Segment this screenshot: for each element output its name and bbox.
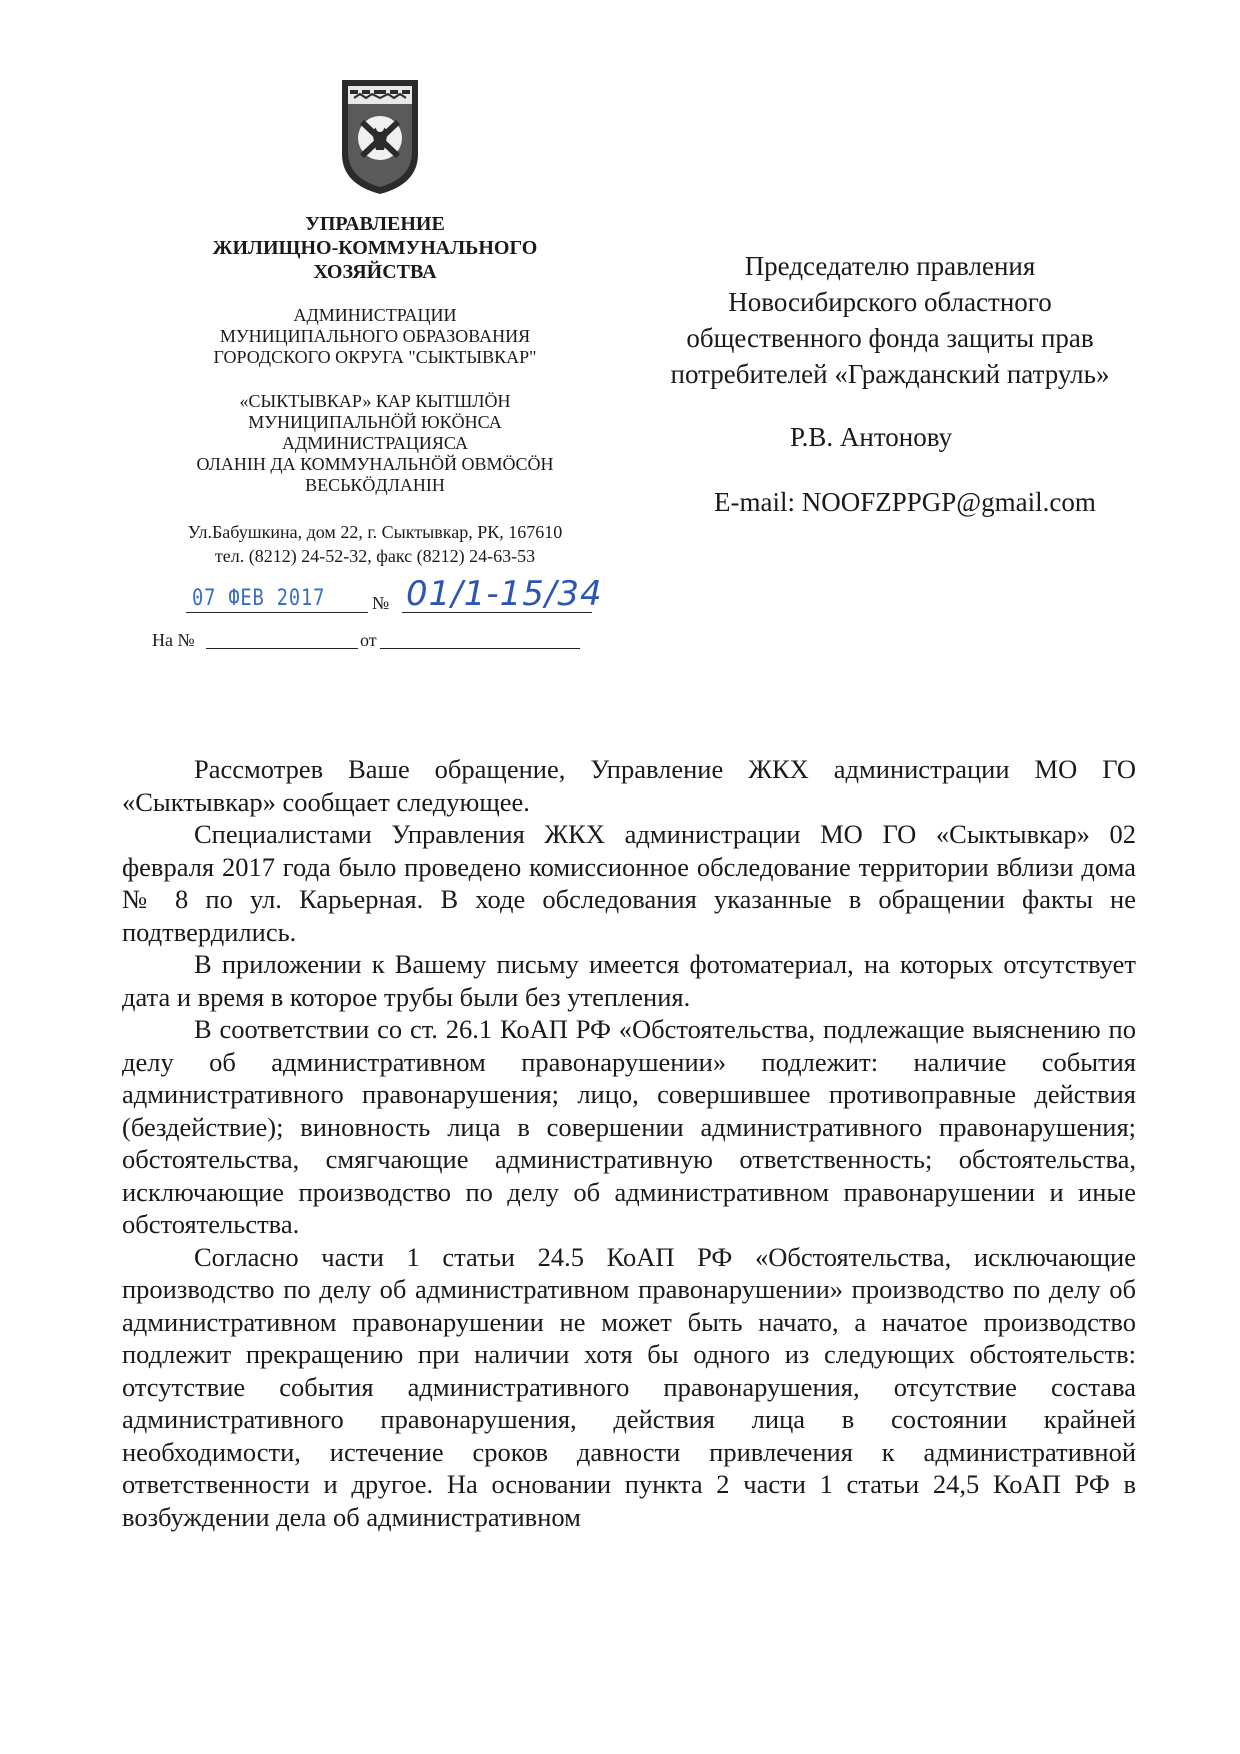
issuer-subtitle-russian	[140, 305, 610, 368]
reference-line	[152, 628, 592, 658]
date-underline	[186, 612, 368, 613]
issuer-subtitle-line: «СЫКТЫВКАР» КАР КЫТШЛӦН	[239, 391, 511, 411]
addressee-line: общественного фонда защиты прав	[686, 323, 1094, 353]
addressee-line: Новосибирского областного	[728, 287, 1052, 317]
addressee-block	[630, 248, 1150, 392]
issuer-subtitle-line: АДМИНИСТРАЦИИ	[293, 305, 457, 325]
body-paragraph: Рассмотрев Ваше обращение, Управление ЖКХ администрации МО ГО «Сыктывкар» сообщает следующее.	[122, 754, 1136, 817]
letter-body	[122, 753, 1136, 1533]
issuer-contacts	[140, 520, 610, 568]
number-label: №	[372, 593, 390, 613]
issuer-address: Ул.Бабушкина, дом 22, г. Сыктывкар, РК, 167610	[187, 522, 563, 542]
issuer-subtitle-line: МУНИЦИПАЛЬНӦЙ ЮКӦНСА	[248, 412, 502, 432]
addressee-line: потребителей «Гражданский патруль»	[670, 359, 1110, 389]
issuer-subtitle-line: ОЛАНIН ДА КОММУНАЛЬНӦЙ ОВМӦСӦН	[196, 454, 554, 474]
issuer-subtitle-komi	[140, 391, 610, 496]
issuer-title	[140, 212, 610, 284]
addressee-email[interactable]: E-mail: NOOFZPPGP@gmail.com	[714, 487, 1096, 517]
issuer-subtitle-line: МУНИЦИПАЛЬНОГО ОБРАЗОВАНИЯ	[219, 326, 531, 346]
issuer-subtitle-line: АДМИНИСТРАЦИЯСА	[281, 433, 469, 453]
issuer-title-line: ХОЗЯЙСТВА	[313, 261, 437, 283]
addressee-name: Р.В. Антонову	[790, 422, 953, 452]
reference-number-blank	[206, 648, 358, 649]
reference-date-blank	[380, 648, 580, 649]
issuer-subtitle-line: ГОРОДСКОГО ОКРУГА "СЫКТЫВКАР"	[213, 347, 537, 367]
date-stamp: 07 ФЕВ 2017	[192, 586, 326, 611]
registration-number: 01/1-15/34	[406, 574, 603, 614]
issuer-subtitle-line: ВЕСЬКӦДЛАНIН	[305, 475, 445, 495]
registration-line	[170, 574, 630, 616]
reference-number-label: На №	[152, 630, 195, 650]
issuer-phone: тел. (8212) 24-52-32, факс (8212) 24-63-53	[214, 546, 536, 566]
body-paragraph: В приложении к Вашему письму имеется фотоматериал, на которых отсутствует дата и время в которое трубы были без утепления.	[122, 949, 1136, 1012]
reference-date-label: от	[360, 630, 377, 650]
addressee-line: Председателю правления	[744, 251, 1036, 281]
number-underline	[402, 612, 592, 613]
body-paragraph: Согласно части 1 статьи 24.5 КоАП РФ «Обстоятельства, исключающие производство по делу об административном правонарушении» производство по делу об административном правонарушении не может быть начато, а начатое производство подлежит прекращению при наличии хотя бы одного из следующих обстоятельств: отсутствие события административного правонарушения, отсутствие состава административного правонарушения, действия лица в состоянии крайней необходимости, истечение сроков давности привлечения к административной ответственности и другое. На основании пункта 2 части 1 статьи 24,5 КоАП РФ в возбуждении дела об административном	[122, 1241, 1136, 1532]
body-paragraph: Специалистами Управления ЖКХ администрации МО ГО «Сыктывкар» 02 февраля 2017 года было проведено комиссионное обследование территории вблизи дома № 8 по ул. Карьерная. В ходе обследования указанные в обращении факты не подтвердились.	[122, 819, 1136, 947]
city-coat-of-arms-icon	[336, 76, 424, 196]
issuer-title-line: УПРАВЛЕНИЕ	[305, 213, 445, 235]
issuer-title-line: ЖИЛИЩНО-КОММУНАЛЬНОГО	[212, 237, 538, 259]
body-paragraph: В соответствии со ст. 26.1 КоАП РФ «Обстоятельства, подлежащие выяснению по делу об административном правонарушении» подлежит: наличие события административного правонарушения; лицо, совершившее противоправные действия (бездействие); виновность лица в совершении административного правонарушения; обстоятельства, смягчающие административную ответственность; обстоятельства, исключающие производство по делу об административном правонарушении и иные обстоятельства.	[122, 1014, 1136, 1239]
